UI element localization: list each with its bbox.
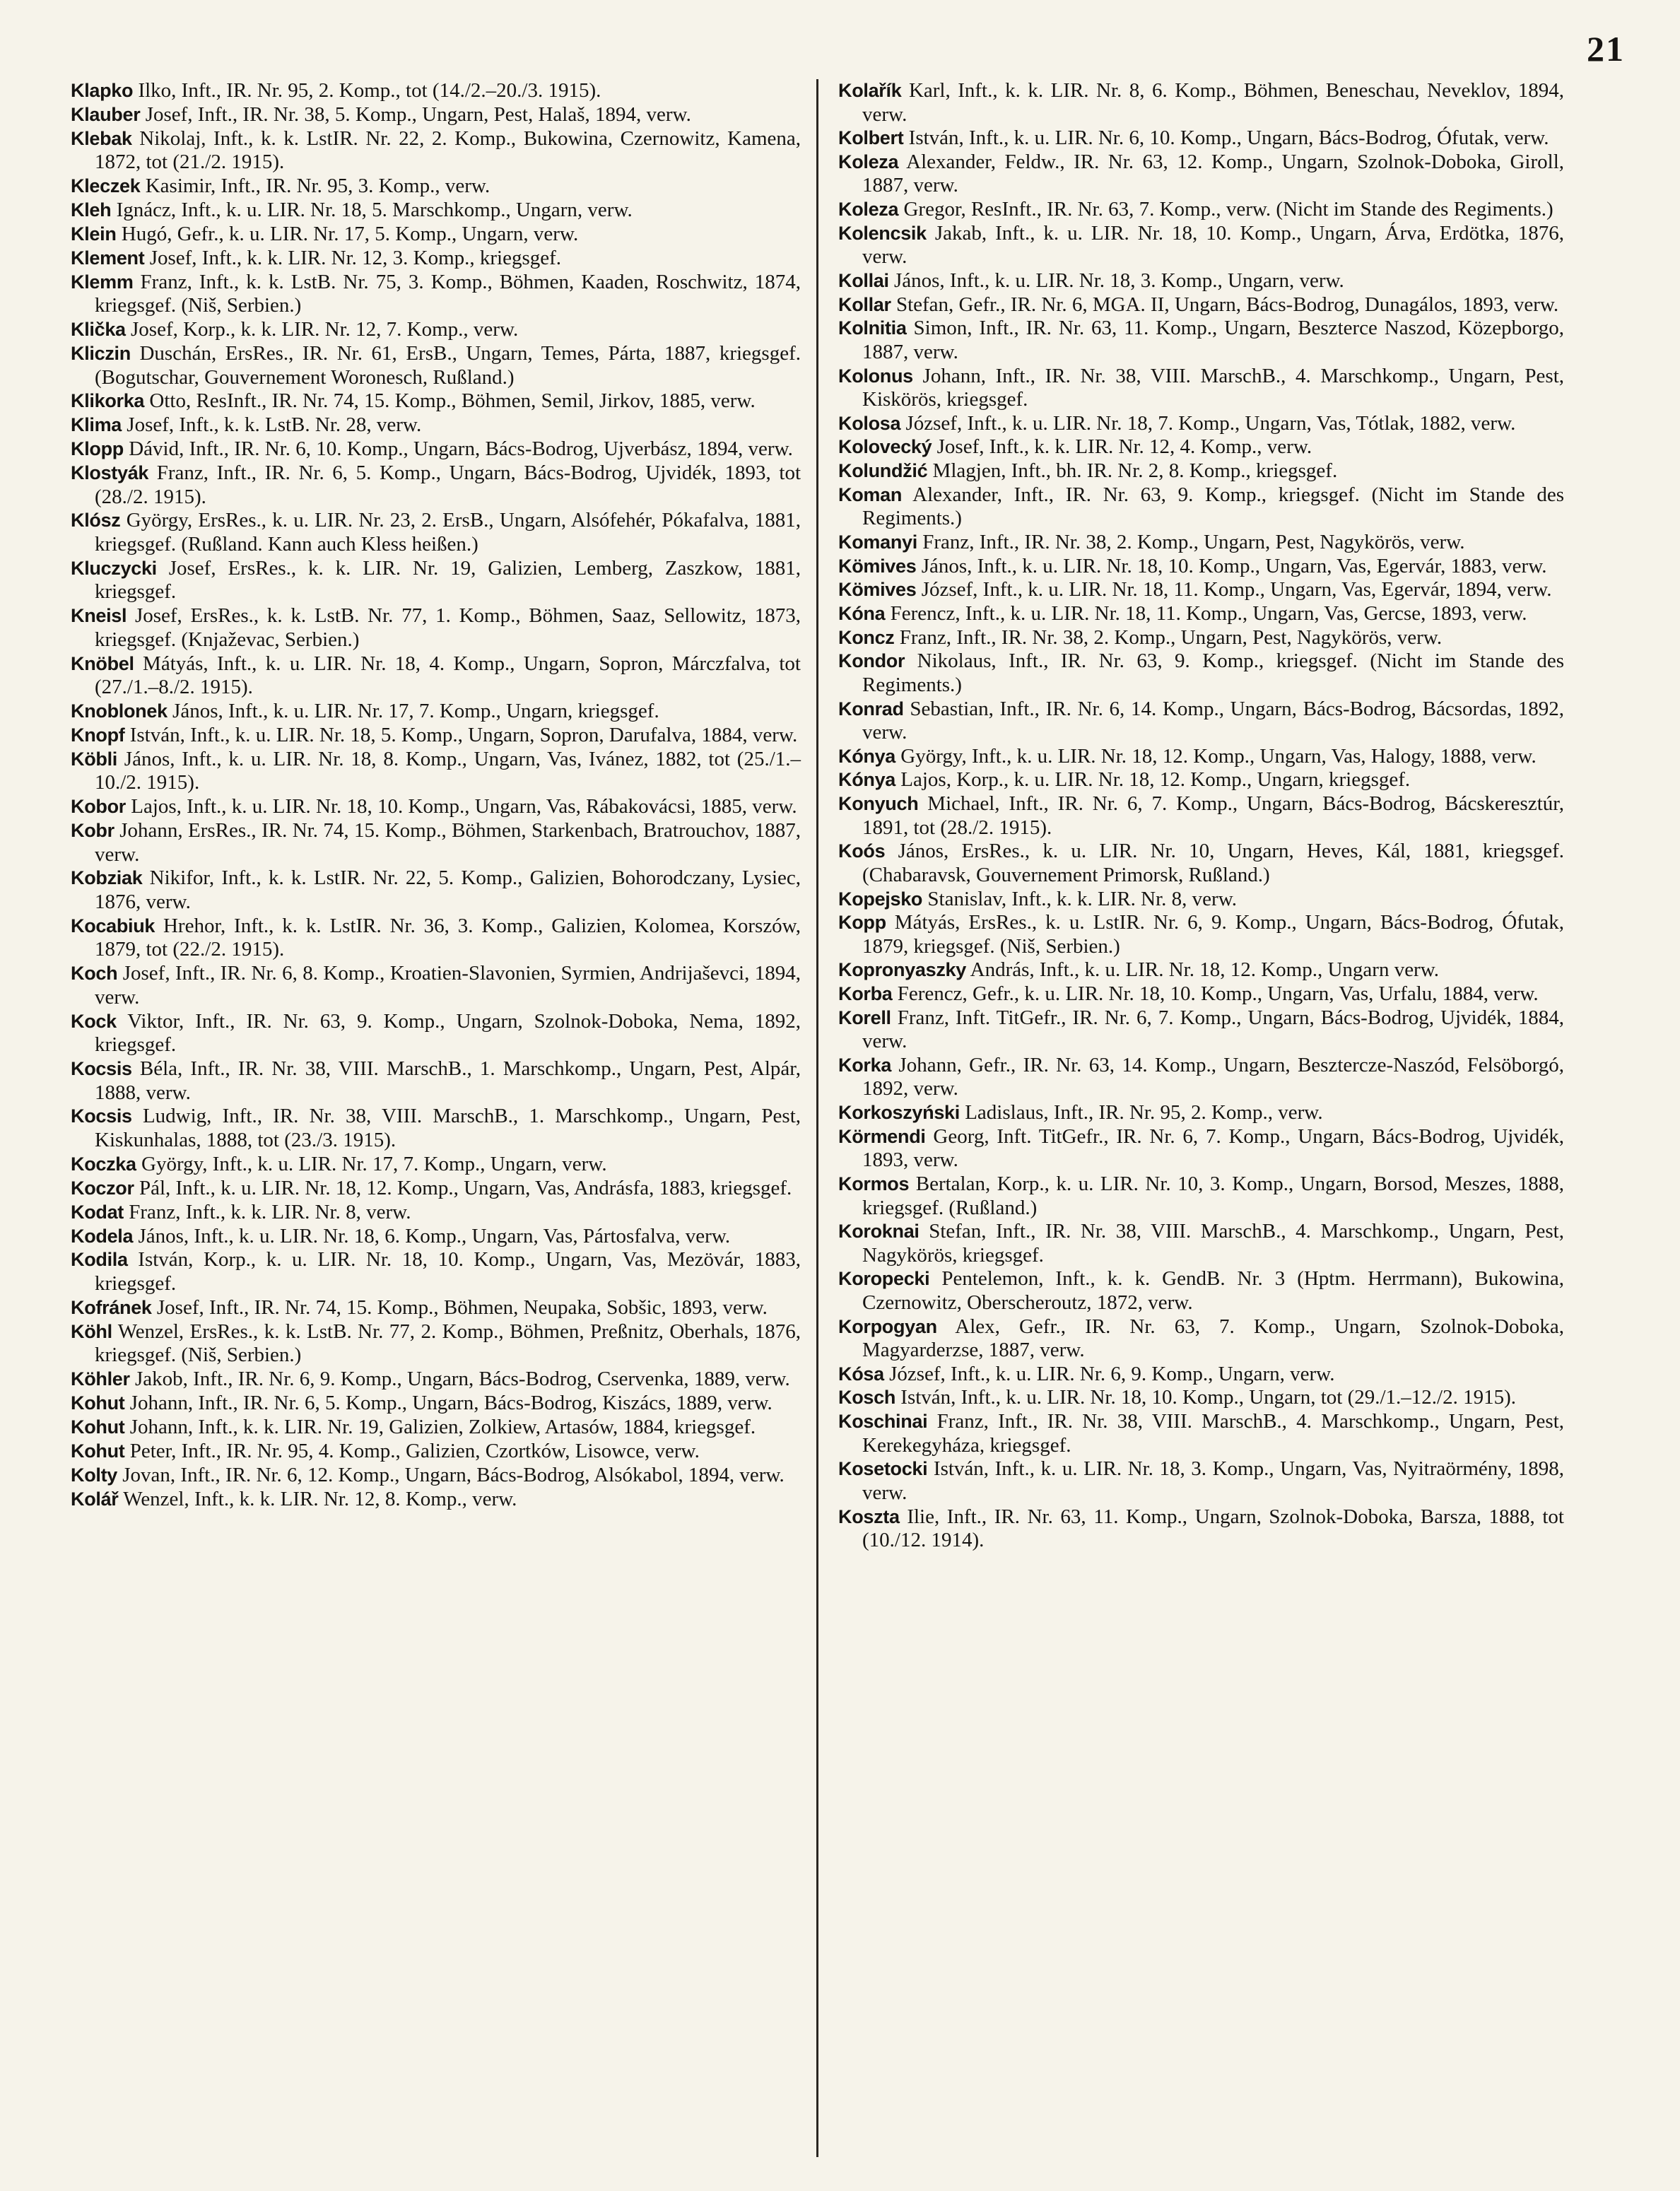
entry-surname: Kolty	[71, 1464, 118, 1486]
entry-details: Josef, Inft., IR. Nr. 6, 8. Komp., Kroatien-Slavonien, Syrmien, Andrijaševci, 1894, verw.	[95, 962, 801, 1009]
entry-details: Lajos, Inft., k. u. LIR. Nr. 18, 10. Komp., Ungarn, Vas, Rábakovácsi, 1885, verw.	[131, 795, 797, 818]
right-column	[818, 79, 1564, 2157]
entry-surname: Kolundžić	[838, 460, 928, 482]
casualty-entry	[71, 103, 801, 127]
entry-details: Sebastian, Inft., IR. Nr. 6, 14. Komp., Ungarn, Bács-Bodrog, Bácsordas, 1892, verw.	[862, 697, 1564, 744]
entry-surname: Koschinai	[838, 1411, 928, 1433]
casualty-entry	[71, 389, 801, 413]
entry-details: Duschán, ErsRes., IR. Nr. 61, ErsB., Ungarn, Temes, Párta, 1887, kriegsgef. (Bogutschar, Gouvernement Woronesch, Rußland.)	[95, 342, 801, 389]
entry-surname: Kolonus	[838, 365, 913, 387]
entry-details: Viktor, Inft., IR. Nr. 63, 9. Komp., Ungarn, Szolnok-Doboka, Nema, 1892, kriegsgef.	[95, 1009, 801, 1057]
entry-surname: Kocsis	[71, 1105, 132, 1127]
entry-surname: Kopejsko	[838, 888, 923, 910]
entry-surname: Klemm	[71, 271, 134, 293]
casualty-entry	[838, 1386, 1564, 1410]
entry-details: Jovan, Inft., IR. Nr. 6, 12. Komp., Ungarn, Bács-Bodrog, Alsókabol, 1894, verw.	[122, 1463, 785, 1486]
entry-surname: Koczor	[71, 1177, 134, 1199]
casualty-entry	[838, 1267, 1564, 1315]
entry-details: István, Korp., k. u. LIR. Nr. 18, 10. Komp., Ungarn, Vas, Mezövár, 1883, kriegsgef.	[95, 1248, 801, 1295]
casualty-entry	[838, 1505, 1564, 1553]
entry-details: Mlagjen, Inft., bh. IR. Nr. 2, 8. Komp., kriegsgef.	[932, 459, 1338, 483]
entry-surname: Köhl	[71, 1320, 112, 1342]
casualty-entry	[838, 293, 1564, 317]
entry-surname: Körmendi	[838, 1125, 926, 1147]
casualty-entry	[838, 198, 1564, 222]
casualty-entry	[71, 1464, 801, 1488]
entry-surname: Kock	[71, 1010, 117, 1032]
casualty-entry	[71, 509, 801, 556]
entry-details: Franz, Inft. TitGefr., IR. Nr. 6, 7. Komp., Ungarn, Bács-Bodrog, Ujvidék, 1884, verw.	[862, 1006, 1564, 1053]
entry-details: Pentelemon, Inft., k. k. GendB. Nr. 3 (Hptm. Herrmann), Bukowina, Czernowitz, Oberscheroutz, 1872, verw.	[862, 1267, 1564, 1314]
casualty-entry	[838, 1173, 1564, 1220]
casualty-entry	[71, 724, 801, 748]
entry-surname: Kohut	[71, 1416, 125, 1438]
entry-details: Alexander, Feldw., IR. Nr. 63, 12. Komp., Ungarn, Szolnok-Doboka, Giroll, 1887, verw.	[862, 150, 1564, 197]
entry-details: Otto, ResInft., IR. Nr. 74, 15. Komp., Böhmen, Semil, Jirkov, 1885, verw.	[149, 389, 756, 413]
entry-surname: Knopf	[71, 724, 125, 746]
entry-details: János, Inft., k. u. LIR. Nr. 18, 10. Komp., Ungarn, Vas, Egervár, 1883, verw.	[921, 554, 1547, 577]
entry-surname: Koropecki	[838, 1268, 930, 1290]
casualty-entry	[838, 1006, 1564, 1054]
entry-details: Josef, Inft., k. k. LIR. Nr. 12, 3. Komp., kriegsgef.	[149, 246, 562, 269]
entry-surname: Kolovecký	[838, 436, 932, 458]
entry-details: Kasimir, Inft., IR. Nr. 95, 3. Komp., verw.	[145, 175, 491, 198]
entry-surname: Korell	[838, 1006, 891, 1028]
casualty-entry	[838, 745, 1564, 769]
casualty-entry	[838, 626, 1564, 650]
entry-surname: Kosetocki	[838, 1458, 928, 1480]
entry-details: István, Inft., k. u. LIR. Nr. 18, 5. Komp., Ungarn, Sopron, Darufalva, 1884, verw.	[129, 723, 798, 746]
casualty-entry	[71, 223, 801, 247]
entry-surname: Koós	[838, 840, 886, 862]
casualty-entry	[71, 962, 801, 1009]
entry-details: Mátyás, Inft., k. u. LIR. Nr. 18, 4. Komp., Ungarn, Sopron, Márczfalva, tot (27./1.–8./2. 1915).	[95, 652, 801, 699]
casualty-entry	[71, 175, 801, 199]
entry-details: Franz, Inft., k. k. LstB. Nr. 75, 3. Komp., Böhmen, Kaaden, Roschwitz, 1874, kriegsgef. (Niš, Serbien.)	[95, 270, 801, 317]
entry-surname: Kneisl	[71, 605, 127, 627]
entry-surname: Kormos	[838, 1173, 910, 1194]
entry-details: Ignácz, Inft., k. u. LIR. Nr. 18, 5. Marschkomp., Ungarn, verw.	[116, 199, 633, 222]
entry-surname: Kocabiuk	[71, 915, 155, 936]
entry-surname: Kónya	[838, 769, 896, 791]
casualty-entry	[838, 483, 1564, 531]
entry-details: János, Inft., k. u. LIR. Nr. 18, 6. Komp., Ungarn, Vas, Pártosfalva, verw.	[138, 1224, 731, 1247]
casualty-entry	[838, 1054, 1564, 1101]
entry-surname: Korka	[838, 1054, 892, 1076]
entry-surname: Kolář	[71, 1488, 119, 1510]
entry-surname: Korba	[838, 983, 893, 1005]
casualty-entry	[71, 819, 801, 867]
casualty-entry	[71, 1010, 801, 1057]
entry-details: Georg, Inft. TitGefr., IR. Nr. 6, 7. Komp., Ungarn, Bács-Bodrog, Ujvidék, 1893, verw.	[862, 1124, 1564, 1172]
casualty-entry	[71, 1296, 801, 1320]
casualty-entry	[71, 1201, 801, 1225]
entry-details: János, ErsRes., k. u. LIR. Nr. 10, Ungarn, Heves, Kál, 1881, kriegsgef. (Chabaravsk, Gouvernement Primorsk, Rußland.)	[862, 840, 1564, 886]
casualty-entry	[71, 795, 801, 819]
casualty-entry	[71, 1248, 801, 1296]
entry-surname: Kopronyaszky	[838, 959, 966, 981]
entry-details: András, Inft., k. u. LIR. Nr. 18, 12. Komp., Ungarn verw.	[970, 958, 1440, 982]
entry-details: Nikolaj, Inft., k. k. LstIR. Nr. 22, 2. Komp., Bukowina, Czernowitz, Kamena, 1872, tot (21./2. 1915).	[95, 127, 801, 174]
entry-surname: Kopp	[838, 912, 886, 934]
entry-details: Josef, Inft., IR. Nr. 38, 5. Komp., Ungarn, Pest, Halaš, 1894, verw.	[145, 102, 691, 126]
casualty-entry	[71, 318, 801, 342]
entry-details: Jakab, Inft., k. u. LIR. Nr. 18, 10. Komp., Ungarn, Árva, Erdötka, 1876, verw.	[862, 221, 1564, 269]
entry-details: Ludwig, Inft., IR. Nr. 38, VIII. MarschB., 1. Marschkomp., Ungarn, Pest, Kiskunhalas, 1888, tot (23./3. 1915).	[95, 1105, 801, 1151]
entry-details: Johann, Inft., IR. Nr. 6, 5. Komp., Ungarn, Bács-Bodrog, Kiszács, 1889, verw.	[129, 1391, 773, 1414]
casualty-entry	[838, 365, 1564, 412]
left-column	[71, 79, 816, 2157]
entry-surname: Kodila	[71, 1249, 128, 1271]
entry-details: Josef, Inft., k. k. LIR. Nr. 12, 4. Komp., verw.	[936, 435, 1312, 459]
casualty-entry	[838, 1125, 1564, 1173]
casualty-entry	[838, 1457, 1564, 1505]
casualty-entry	[838, 1363, 1564, 1387]
entry-surname: Korpogyan	[838, 1315, 937, 1337]
entry-surname: Kolnitia	[838, 317, 907, 339]
entry-details: János, Inft., k. u. LIR. Nr. 17, 7. Komp., Ungarn, kriegsgef.	[172, 700, 659, 723]
casualty-entry	[71, 748, 801, 795]
casualty-entry	[71, 700, 801, 724]
entry-details: Ilko, Inft., IR. Nr. 95, 2. Komp., tot (14./2.–20./3. 1915).	[138, 79, 601, 102]
entry-details: György, Inft., k. u. LIR. Nr. 18, 12. Komp., Ungarn, Vas, Halogy, 1888, verw.	[900, 744, 1537, 768]
entry-details: Josef, Inft., k. k. LstB. Nr. 28, verw.	[127, 413, 422, 437]
entry-details: Lajos, Korp., k. u. LIR. Nr. 18, 12. Komp., Ungarn, kriegsgef.	[900, 768, 1411, 792]
entry-details: Johann, ErsRes., IR. Nr. 74, 15. Komp., Böhmen, Starkenbach, Bratrouchov, 1887, verw.	[95, 819, 801, 866]
casualty-entry	[838, 127, 1564, 151]
casualty-entry	[71, 199, 801, 223]
entry-details: Simon, Inft., IR. Nr. 63, 11. Komp., Ungarn, Beszterce Naszod, Közepborgo, 1887, verw.	[862, 317, 1564, 363]
entry-details: Hrehor, Inft., k. k. LstIR. Nr. 36, 3. Komp., Galizien, Kolomea, Korszów, 1879, tot (22./2. 1915).	[95, 914, 801, 961]
entry-surname: Kóna	[838, 603, 886, 624]
casualty-entry	[838, 1410, 1564, 1457]
entry-details: Johann, Inft., IR. Nr. 38, VIII. MarschB., 4. Marschkomp., Ungarn, Pest, Kiskörös, kriegsgef.	[862, 364, 1564, 411]
casualty-entry	[71, 557, 801, 604]
casualty-entry	[838, 698, 1564, 745]
entry-surname: Klapko	[71, 80, 134, 101]
entry-details: Josef, ErsRes., k. k. LstB. Nr. 77, 1. Komp., Böhmen, Saaz, Sellowitz, 1873, kriegsgef. (Knjaževac, Serbien.)	[95, 604, 801, 651]
two-column-layout	[71, 79, 1604, 2157]
entry-surname: Kollar	[838, 293, 891, 315]
entry-details: Pál, Inft., k. u. LIR. Nr. 18, 12. Komp., Ungarn, Vas, Andrásfa, 1883, kriegsgef.	[139, 1176, 792, 1199]
casualty-entry	[838, 317, 1564, 364]
casualty-entry	[838, 840, 1564, 887]
casualty-entry	[838, 435, 1564, 459]
casualty-entry	[838, 578, 1564, 602]
entry-details: Stanislav, Inft., k. k. LIR. Nr. 8, verw.	[927, 887, 1238, 910]
casualty-entry	[71, 413, 801, 437]
entry-surname: Kobziak	[71, 867, 143, 889]
entry-surname: Kleh	[71, 199, 112, 221]
entry-surname: Kobr	[71, 820, 114, 842]
entry-surname: Klement	[71, 247, 145, 269]
entry-surname: Kondor	[838, 650, 905, 672]
entry-details: István, Inft., k. u. LIR. Nr. 18, 10. Komp., Ungarn, tot (29./1.–12./2. 1915).	[900, 1386, 1517, 1409]
casualty-entry	[71, 604, 801, 652]
entry-details: Michael, Inft., IR. Nr. 6, 7. Komp., Ungarn, Bács-Bodrog, Bácskeresztúr, 1891, tot (28./2. 1915).	[862, 792, 1564, 839]
casualty-entry	[838, 269, 1564, 293]
casualty-entry	[838, 792, 1564, 840]
entry-details: József, Inft., k. u. LIR. Nr. 18, 7. Komp., Ungarn, Vas, Tótlak, 1882, verw.	[905, 411, 1516, 435]
entry-details: József, Inft., k. u. LIR. Nr. 6, 9. Komp., Ungarn, verw.	[889, 1362, 1335, 1385]
entry-surname: Kolosa	[838, 412, 901, 434]
entry-surname: Kodela	[71, 1225, 134, 1247]
entry-details: Alex, Gefr., IR. Nr. 63, 7. Komp., Ungarn, Szolnok-Doboka, Magyarderzse, 1887, verw.	[862, 1315, 1564, 1362]
entry-details: Hugó, Gefr., k. u. LIR. Nr. 17, 5. Komp., Ungarn, verw.	[121, 222, 579, 245]
entry-details: Karl, Inft., k. k. LIR. Nr. 8, 6. Komp., Böhmen, Beneschau, Neveklov, 1894, verw.	[862, 79, 1564, 126]
entry-details: Franz, Inft., IR. Nr. 38, 2. Komp., Ungarn, Pest, Nagykörös, verw.	[922, 530, 1465, 553]
entry-surname: Kömives	[838, 579, 917, 601]
entry-surname: Kohut	[71, 1392, 125, 1414]
entry-details: István, Inft., k. u. LIR. Nr. 6, 10. Komp., Ungarn, Bács-Bodrog, Ófutak, verw.	[908, 127, 1549, 150]
entry-surname: Koczka	[71, 1153, 136, 1175]
entry-details: György, Inft., k. u. LIR. Nr. 17, 7. Komp., Ungarn, verw.	[141, 1152, 607, 1175]
casualty-entry	[71, 127, 801, 175]
casualty-entry	[838, 412, 1564, 436]
entry-surname: Knoblonek	[71, 700, 168, 722]
entry-surname: Knöbel	[71, 652, 134, 674]
entry-surname: Kohut	[71, 1440, 125, 1462]
entry-details: János, Inft., k. u. LIR. Nr. 18, 3. Komp., Ungarn, verw.	[893, 269, 1344, 292]
entry-details: Bertalan, Korp., k. u. LIR. Nr. 10, 3. Komp., Ungarn, Borsod, Meszes, 1888, kriegsgef. (Rußland.)	[862, 1173, 1564, 1219]
entry-surname: Klikorka	[71, 390, 145, 412]
casualty-entry	[838, 1220, 1564, 1267]
entry-surname: Kollai	[838, 269, 889, 291]
entry-details: Stefan, Gefr., IR. Nr. 6, MGA. II, Ungarn, Bács-Bodrog, Dunagálos, 1893, verw.	[895, 293, 1559, 316]
casualty-entry	[838, 1315, 1564, 1363]
casualty-entry	[838, 459, 1564, 483]
entry-surname: Kónya	[838, 745, 896, 767]
casualty-entry	[71, 1177, 801, 1201]
casualty-entry	[838, 958, 1564, 982]
entry-details: Josef, Korp., k. k. LIR. Nr. 12, 7. Komp., verw.	[131, 318, 519, 341]
casualty-entry	[71, 1105, 801, 1152]
casualty-entry	[71, 1057, 801, 1105]
casualty-entry	[71, 1320, 801, 1368]
entry-details: Nikolaus, Inft., IR. Nr. 63, 9. Komp., kriegsgef. (Nicht im Stande des Regiments.)	[862, 650, 1564, 696]
entry-surname: Kolbert	[838, 127, 904, 149]
entry-surname: Kosch	[838, 1387, 896, 1409]
entry-surname: Koszta	[838, 1505, 900, 1527]
entry-surname: Koman	[838, 483, 903, 505]
entry-surname: Klósz	[71, 510, 121, 531]
casualty-entry	[71, 1416, 801, 1440]
entry-surname: Kodat	[71, 1201, 124, 1223]
casualty-entry	[838, 1101, 1564, 1125]
entry-surname: Kolařík	[838, 80, 902, 101]
casualty-entry	[71, 271, 801, 318]
entry-details: József, Inft., k. u. LIR. Nr. 18, 11. Komp., Ungarn, Vas, Egervár, 1894, verw.	[921, 578, 1552, 601]
entry-details: Ladislaus, Inft., IR. Nr. 95, 2. Komp., verw.	[965, 1101, 1323, 1124]
entry-details: Peter, Inft., IR. Nr. 95, 4. Komp., Galizien, Czortków, Lisowce, verw.	[129, 1439, 700, 1462]
entry-details: Johann, Gefr., IR. Nr. 63, 14. Komp., Ungarn, Besztercze-Naszód, Felsöborgó, 1892, verw.	[862, 1053, 1564, 1100]
entry-surname: Koroknai	[838, 1221, 920, 1243]
entry-surname: Konyuch	[838, 793, 919, 815]
entry-details: Wenzel, Inft., k. k. LIR. Nr. 12, 8. Komp., verw.	[123, 1487, 517, 1510]
entry-surname: Korkoszyński	[838, 1102, 960, 1124]
casualty-entry	[71, 437, 801, 462]
entry-surname: Koncz	[838, 626, 895, 648]
entry-details: Alexander, Inft., IR. Nr. 63, 9. Komp., kriegsgef. (Nicht im Stande des Regiments.)	[862, 483, 1564, 530]
entry-details: Ferencz, Inft., k. u. LIR. Nr. 18, 11. Komp., Ungarn, Vas, Gercse, 1893, verw.	[890, 602, 1527, 625]
entry-surname: Kliczin	[71, 343, 131, 365]
casualty-entry	[71, 79, 801, 103]
entry-surname: Klebak	[71, 127, 132, 149]
casualty-entry	[71, 915, 801, 962]
casualty-entry	[71, 1440, 801, 1464]
entry-details: János, Inft., k. u. LIR. Nr. 18, 8. Komp., Ungarn, Vas, Ivánez, 1882, tot (25./1.–10./2. 1915).	[95, 747, 801, 794]
entry-details: Stefan, Inft., IR. Nr. 38, VIII. MarschB., 4. Marschkomp., Ungarn, Pest, Nagykörös, kriegsgef.	[862, 1220, 1564, 1267]
casualty-entry	[838, 911, 1564, 958]
entry-surname: Koch	[71, 963, 118, 985]
page-number: 21	[1587, 29, 1625, 69]
entry-surname: Kömives	[838, 555, 917, 577]
entry-details: Béla, Inft., IR. Nr. 38, VIII. MarschB., 1. Marschkomp., Ungarn, Pest, Alpár, 1888, verw.	[95, 1057, 801, 1104]
entry-details: Nikifor, Inft., k. k. LstIR. Nr. 22, 5. Komp., Galizien, Bohorodczany, Lysiec, 1876, verw.	[95, 867, 801, 913]
entry-surname: Köbli	[71, 748, 117, 770]
entry-details: Franz, Inft., IR. Nr. 6, 5. Komp., Ungarn, Bács-Bodrog, Ujvidék, 1893, tot (28./2. 1915).	[95, 462, 801, 508]
casualty-entry	[838, 982, 1564, 1006]
casualty-entry	[838, 555, 1564, 579]
entry-surname: Klauber	[71, 103, 141, 125]
entry-surname: Kolencsik	[838, 222, 927, 244]
casualty-entry	[838, 602, 1564, 626]
entry-details: Gregor, ResInft., IR. Nr. 63, 7. Komp., verw. (Nicht im Stande des Regiments.)	[903, 198, 1553, 221]
entry-details: Josef, ErsRes., k. k. LIR. Nr. 19, Galizien, Lemberg, Zaszkow, 1881, kriegsgef.	[95, 556, 801, 604]
casualty-entry	[71, 462, 801, 509]
entry-surname: Köhler	[71, 1368, 130, 1390]
entry-surname: Koleza	[838, 151, 899, 172]
entry-surname: Klostyák	[71, 462, 149, 484]
entry-details: Mátyás, ErsRes., k. u. LstIR. Nr. 6, 9. Komp., Ungarn, Bács-Bodrog, Ófutak, 1879, kriegsgef. (Niš, Serbien.)	[862, 911, 1564, 958]
entry-details: István, Inft., k. u. LIR. Nr. 18, 3. Komp., Ungarn, Vas, Nyitraörmény, 1898, verw.	[862, 1457, 1564, 1504]
entry-details: Josef, Inft., IR. Nr. 74, 15. Komp., Böhmen, Neupaka, Sobšic, 1893, verw.	[156, 1296, 768, 1319]
entry-surname: Klein	[71, 223, 117, 245]
casualty-entry	[71, 1368, 801, 1392]
entry-surname: Klopp	[71, 438, 124, 460]
casualty-entry	[71, 1153, 801, 1177]
casualty-entry	[71, 652, 801, 700]
entry-details: Ferencz, Gefr., k. u. LIR. Nr. 18, 10. Komp., Ungarn, Vas, Urfalu, 1884, verw.	[897, 982, 1539, 1006]
casualty-entry	[71, 1392, 801, 1416]
entry-surname: Komanyi	[838, 531, 917, 553]
casualty-entry	[71, 867, 801, 914]
casualty-entry	[838, 222, 1564, 269]
casualty-entry	[838, 650, 1564, 697]
casualty-entry	[71, 1488, 801, 1512]
entry-details: Johann, Inft., k. k. LIR. Nr. 19, Galizien, Zolkiew, Artasów, 1884, kriegsgef.	[129, 1415, 756, 1438]
casualty-entry	[71, 342, 801, 389]
entry-surname: Klička	[71, 319, 126, 341]
casualty-entry	[838, 79, 1564, 127]
casualty-entry	[838, 768, 1564, 792]
entry-details: Dávid, Inft., IR. Nr. 6, 10. Komp., Ungarn, Bács-Bodrog, Ujverbász, 1894, verw.	[129, 437, 793, 461]
casualty-entry	[838, 888, 1564, 912]
entry-surname: Kocsis	[71, 1058, 132, 1080]
entry-surname: Kluczycki	[71, 557, 157, 579]
entry-details: Franz, Inft., IR. Nr. 38, 2. Komp., Ungarn, Pest, Nagykörös, verw.	[899, 625, 1443, 649]
entry-surname: Konrad	[838, 698, 904, 719]
entry-details: Wenzel, ErsRes., k. k. LstB. Nr. 77, 2. Komp., Böhmen, Preßnitz, Oberhals, 1876, kriegsgef. (Niš, Serbien.)	[95, 1320, 801, 1367]
entry-surname: Kofránek	[71, 1296, 152, 1318]
casualty-entry	[71, 1225, 801, 1249]
casualty-entry	[838, 151, 1564, 198]
casualty-entry	[71, 247, 801, 271]
entry-surname: Kobor	[71, 796, 126, 818]
entry-details: György, ErsRes., k. u. LIR. Nr. 23, 2. ErsB., Ungarn, Alsófehér, Pókafalva, 1881, kriegsgef. (Rußland. Kann auch Kless heißen.)	[95, 509, 801, 556]
entry-details: Franz, Inft., IR. Nr. 38, VIII. MarschB., 4. Marschkomp., Ungarn, Pest, Kerekegyháza, kriegsgef.	[862, 1410, 1564, 1457]
entry-details: Franz, Inft., k. k. LIR. Nr. 8, verw.	[129, 1200, 411, 1223]
entry-surname: Kleczek	[71, 175, 141, 197]
casualty-entry	[838, 531, 1564, 555]
entry-surname: Klima	[71, 414, 122, 436]
entry-surname: Koleza	[838, 199, 899, 221]
entry-details: Jakob, Inft., IR. Nr. 6, 9. Komp., Ungarn, Bács-Bodrog, Cservenka, 1889, verw.	[134, 1368, 790, 1391]
entry-details: Ilie, Inft., IR. Nr. 63, 11. Komp., Ungarn, Szolnok-Doboka, Barsza, 1888, tot (10./12. 1914).	[862, 1505, 1564, 1551]
entry-surname: Kósa	[838, 1363, 884, 1385]
